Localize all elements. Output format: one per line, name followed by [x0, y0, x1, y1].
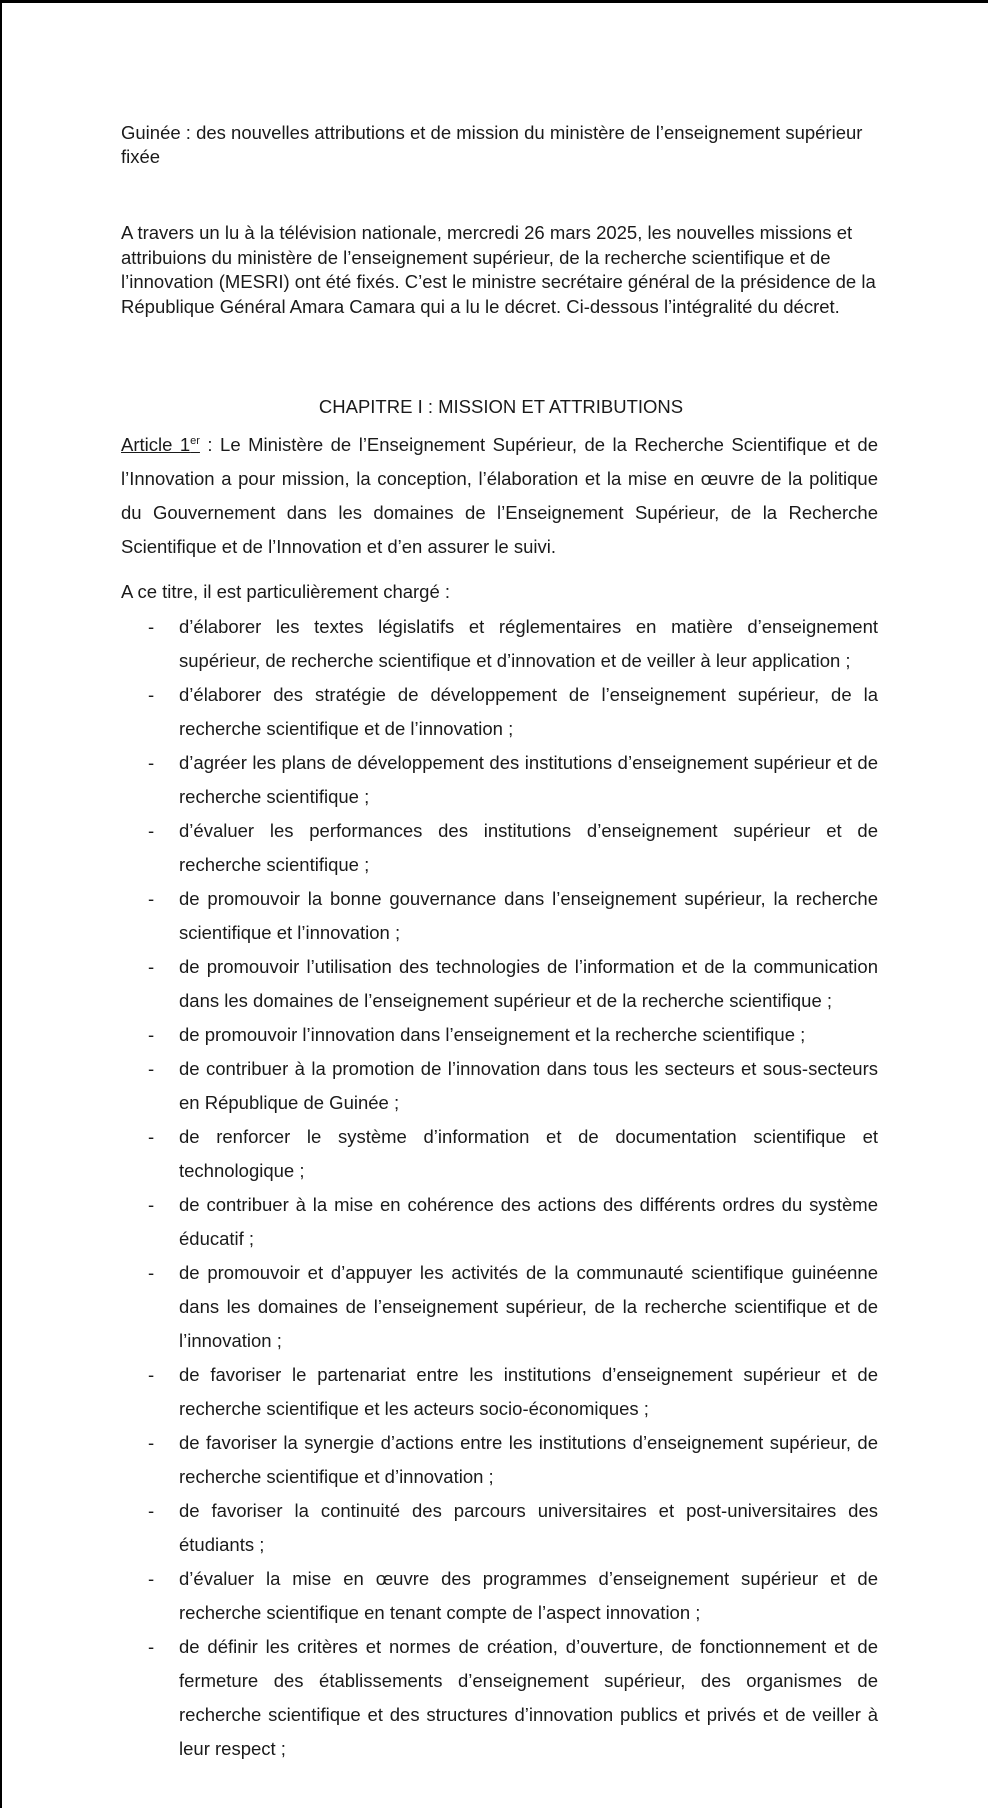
list-item-text: d’évaluer les performances des institutions d’enseignement supérieur et de recherche scientifique ;	[179, 820, 878, 875]
article-1-label-colon: :	[199, 434, 213, 455]
list-item	[121, 1120, 878, 1188]
bullet-dash: -	[148, 956, 155, 977]
list-item	[121, 1562, 878, 1630]
list-item-text: d’élaborer des stratégie de développement de l’enseignement supérieur, de la recherche scientifique et de l’innovation ;	[179, 684, 878, 739]
article-1-paragraph	[121, 428, 878, 564]
list-item	[121, 1494, 878, 1562]
bullet-dash: -	[148, 1024, 155, 1045]
list-item-text: de promouvoir l’innovation dans l’enseignement et la recherche scientifique ;	[179, 1024, 806, 1045]
list-item-text: d’agréer les plans de développement des institutions d’enseignement supérieur et de recherche scientifique ;	[179, 752, 878, 807]
list-item	[121, 1018, 878, 1052]
list-item	[121, 814, 878, 882]
list-item	[121, 746, 878, 814]
article-1-label-superscript: er	[190, 434, 200, 447]
missions-list	[121, 610, 878, 1766]
list-item-text: de contribuer à la promotion de l’innovation dans tous les secteurs et sous-secteurs en République de Guinée ;	[179, 1058, 878, 1113]
list-item-text: de promouvoir et d’appuyer les activités de la communauté scientifique guinéenne dans les domaines de l’enseignement supérieur, de la recherche scientifique et de l’innovation ;	[179, 1262, 878, 1351]
list-item-text: de favoriser le partenariat entre les institutions d’enseignement supérieur et de recherche scientifique et les acteurs socio-économiques ;	[179, 1364, 878, 1419]
list-item-text: de promouvoir la bonne gouvernance dans l’enseignement supérieur, la recherche scientifique et l’innovation ;	[179, 888, 878, 943]
article-1-text: Le Ministère de l’Enseignement Supérieur, de la Recherche Scientifique et de l’Innovation a pour mission, la conception, l’élaboration et la mise en œuvre de la politique du Gouvernement dans les domaines de l’Enseignement Supérieur, de la Recherche Scientifique et de l’Innovation et d’en assurer le suivi.	[121, 434, 878, 557]
bullet-dash: -	[148, 616, 155, 637]
intro-paragraph: A travers un lu à la télévision nationale, mercredi 26 mars 2025, les nouvelles missions et attribuions du ministère de l’enseignement supérieur, de la recherche scientifique et de l’innovation (MESRI) ont été fixés. C’est le ministre secrétaire général de la présidence de la République Général Amara Camara qui a lu le décret. Ci-dessous l’intégralité du décret.	[121, 222, 876, 317]
list-item	[121, 1188, 878, 1256]
list-item-text: de définir les critères et normes de création, d’ouverture, de fonctionnement et de fermeture des établissements d’enseignement supérieur, des organismes de recherche scientifique et des structures d’innovation publics et privés et de veiller à leur respect ;	[179, 1636, 878, 1759]
list-item	[121, 1256, 878, 1358]
bullet-dash: -	[148, 1058, 155, 1079]
list-item	[121, 1426, 878, 1494]
bullet-dash: -	[148, 820, 155, 841]
bullet-dash: -	[148, 1568, 155, 1589]
list-item-text: de favoriser la continuité des parcours universitaires et post-universitaires des étudiants ;	[179, 1500, 878, 1555]
bullet-dash: -	[148, 1636, 155, 1657]
list-item	[121, 678, 878, 746]
bullet-dash: -	[148, 1194, 155, 1215]
bullet-dash: -	[148, 1126, 155, 1147]
chapter-heading: CHAPITRE I : MISSION ET ATTRIBUTIONS	[318, 396, 684, 417]
list-item	[121, 1630, 878, 1766]
list-item-text: d’évaluer la mise en œuvre des programmes d’enseignement supérieur et de recherche scientifique en tenant compte de l’aspect innovation ;	[179, 1568, 878, 1623]
article-1-label	[121, 434, 200, 455]
list-item-text: de promouvoir l’utilisation des technologies de l’information et de la communication dans les domaines de l’enseignement supérieur et de la recherche scientifique ;	[179, 956, 878, 1011]
bullet-dash: -	[148, 684, 155, 705]
list-item	[121, 1358, 878, 1426]
bullet-dash: -	[148, 888, 155, 909]
list-item	[121, 1052, 878, 1120]
list-item-text: de contribuer à la mise en cohérence des actions des différents ordres du système éducatif ;	[179, 1194, 878, 1249]
bullet-dash: -	[148, 1364, 155, 1385]
bullet-dash: -	[148, 752, 155, 773]
bullet-dash: -	[148, 1262, 155, 1283]
list-item-text: de renforcer le système d’information et de documentation scientifique et technologique ;	[179, 1126, 878, 1181]
bullet-dash: -	[148, 1432, 155, 1453]
list-item-text: de favoriser la synergie d’actions entre les institutions d’enseignement supérieur, de recherche scientifique et d’innovation ;	[179, 1432, 878, 1487]
document-title: Guinée : des nouvelles attributions et de mission du ministère de l’enseignement supérieur fixée	[121, 122, 863, 167]
list-item	[121, 610, 878, 678]
lead-sentence: A ce titre, il est particulièrement chargé :	[121, 581, 451, 602]
list-item-text: d’élaborer les textes législatifs et réglementaires en matière d’enseignement supérieur, de recherche scientifique et d’innovation et de veiller à leur application ;	[179, 616, 878, 671]
bullet-dash: -	[148, 1500, 155, 1521]
list-item	[121, 882, 878, 950]
article-1-label-text: Article 1	[121, 434, 191, 455]
list-item	[121, 950, 878, 1018]
